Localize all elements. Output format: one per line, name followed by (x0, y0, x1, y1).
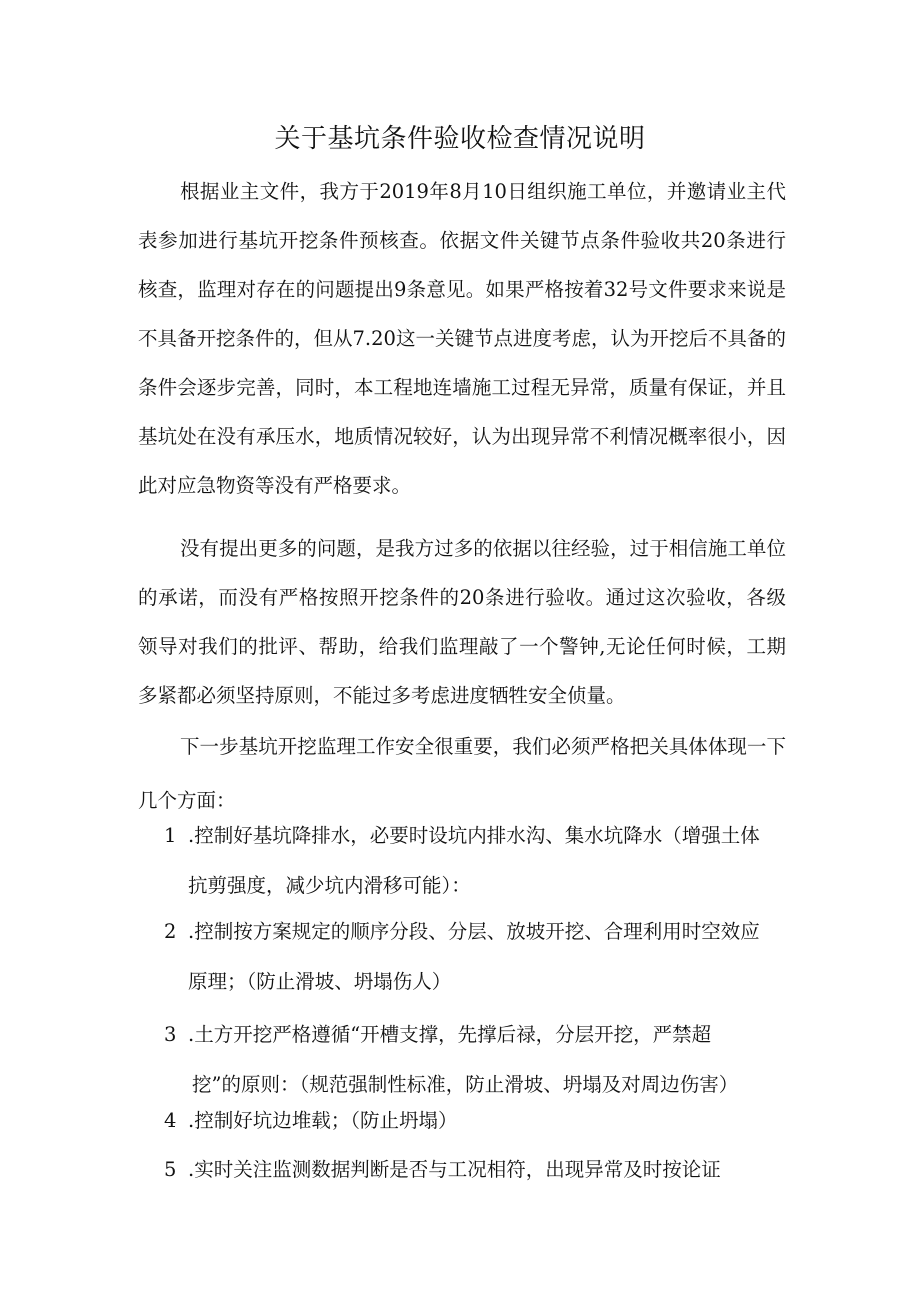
list-item-text-continued: 原理；（防止滑坡、坍塌伤人） (188, 970, 452, 993)
list-item-text-continued: 抗剪强度，减少坑内滑移可能）： (188, 874, 471, 897)
list-item-2 (138, 907, 788, 1007)
list-item-number: 3 (164, 1023, 177, 1046)
paragraph-3: 下一步基坑开挖监理工作安全很重要，我们必须严格把关具体体现一下几个方面： (138, 735, 786, 812)
list-item-text: .控制按方案规定的顺序分段、分层、放坡开挖、合理利用时空效应 (188, 920, 760, 943)
list-item-5 (138, 1145, 788, 1195)
list-item-3 (138, 1010, 788, 1110)
list-item-number: 1 (164, 824, 177, 847)
document-title: 关于基坑条件验收检查情况说明 (274, 124, 646, 154)
paragraph-2: 没有提出更多的问题，是我方过多的依据以往经验，过于相信施工单位的承诺，而没有严格按照开挖条件的20条进行验收。通过这次验收，各级领导对我们的批评、帮助，给我们监理敲了一个警钟,无论任何时候，工期多紧都必须坚持原则，不能过多考虑进度牺牲安全侦量。 (138, 537, 786, 707)
paragraph-1: 根据业主文件，我方于2019年8月10日组织施工单位，并邀请业主代表参加进行基坑开挖条件预核查。依据文件关键节点条件验收共20条进行核查，监理对存在的问题提出9条意见。如果严格按着32号文件要求来说是不具备开挖条件的，但从7.20这一关键节点进度考虑，认为开挖后不具备的条件会逐步完善，同时，本工程地连墙施工过程无异常，质量有保证，并且基坑处在没有承压水，地质情况较好，认为出现异常不利情况概率很小，因此对应急物资等没有严格要求。 (138, 180, 786, 497)
list-item-text: .控制好坑边堆载；（防止坍塌） (188, 1109, 458, 1132)
list-item-number: 5 (164, 1158, 177, 1181)
list-item-number: 2 (164, 920, 177, 943)
list-item-4 (138, 1096, 788, 1146)
list-item-1 (138, 811, 788, 911)
list-item-text: .土方开挖严格遵循“开槽支撑，先撑后禄，分层开挖，严禁超 (188, 1023, 712, 1046)
list-item-text-continued: 挖”的原则：（规范强制性标准，防止滑坡、坍塌及对周边伤害） (192, 1073, 739, 1096)
list-item-text: .控制好基坑降排水，必要时设坑内排水沟、集水坑降水（增强土体 (188, 824, 760, 847)
list-item-text: .实时关注监测数据判断是否与工况相符，出现异常及时按论证 (188, 1158, 721, 1181)
list-item-number: 4 (164, 1109, 177, 1132)
